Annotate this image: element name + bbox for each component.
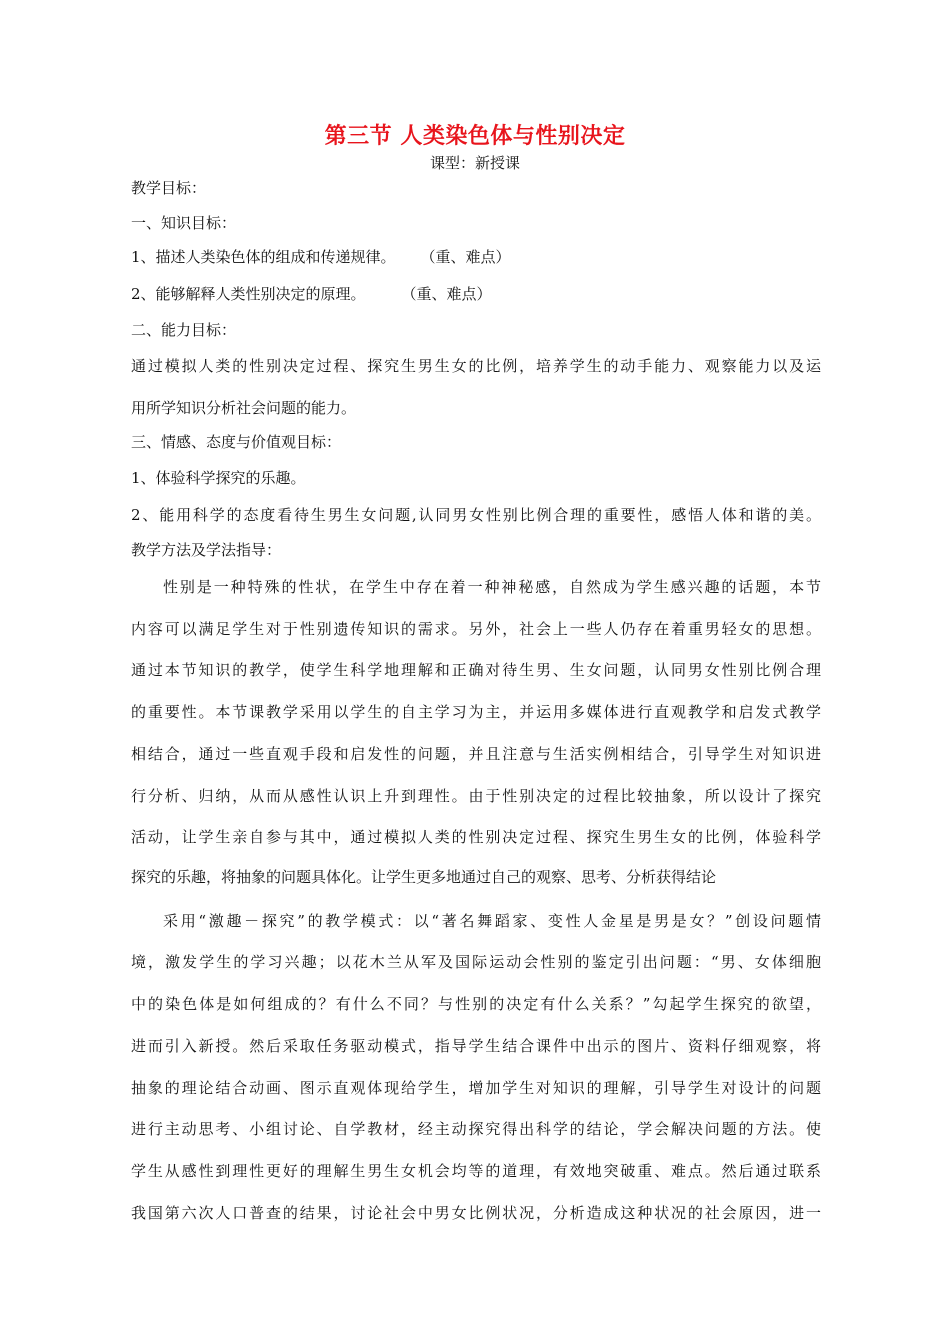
heading-ability-goals: 二、能力目标： [131, 321, 237, 339]
paragraph-line: 行分析、归纳，从而从感性认识上升到理性。由于性别决定的过程比较抽象，所以设计了探究 [131, 787, 821, 805]
paragraph-line: 抽象的理论结合动画、图示直观体现给学生，增加学生对知识的理解，引导学生对设计的问题 [131, 1079, 821, 1097]
paragraph-line: 中的染色体是如何组成的？有什么不同？与性别的决定有什么关系？”勾起学生探究的欲望， [131, 995, 821, 1013]
paragraph-line: 通过本节知识的教学，使学生科学地理解和正确对待生男、生女问题，认同男女性别比例合理 [131, 661, 821, 679]
paragraph-line: 采用“激趣－探究”的教学模式：以“著名舞蹈家、变性人金星是男是女？”创设问题情 [163, 912, 821, 930]
paragraph-line: 通过模拟人类的性别决定过程、探究生男生女的比例，培养学生的动手能力、观察能力以及运 [131, 357, 821, 375]
heading-attitude-goals: 三、情感、态度与价值观目标： [131, 433, 342, 451]
knowledge-goal-2: 2、能够解释人类性别决定的原理。 （重、难点） [131, 285, 492, 303]
attitude-goal-2: 2、能用科学的态度看待生男生女问题,认同男女性别比例合理的重要性，感悟人体和谐的美。 [131, 506, 821, 524]
paragraph-line: 学生从感性到理性更好的理解生男生女机会均等的道理，有效地突破重、难点。然后通过联系 [131, 1162, 821, 1180]
paragraph-line: 境，激发学生的学习兴趣；以花木兰从军及国际运动会性别的鉴定引出问题：“男、女体细胞 [131, 953, 821, 971]
paragraph-line: 内容可以满足学生对于性别遗传知识的需求。另外，社会上一些人仍存在着重男轻女的思想。 [131, 620, 821, 638]
document-title: 第三节 人类染色体与性别决定 [324, 123, 626, 149]
paragraph-line: 探究的乐趣，将抽象的问题具体化。让学生更多地通过自己的观察、思考、分析获得结论 [131, 868, 717, 886]
heading-knowledge-goals: 一、知识目标： [131, 214, 237, 232]
section-heading-methods: 教学方法及学法指导： [131, 541, 282, 559]
lesson-type: 课型：新授课 [429, 154, 520, 172]
key-point-note: （重、难点） [401, 285, 492, 303]
paragraph-line: 的重要性。本节课教学采用以学生的自主学习为主，并运用多媒体进行直观教学和启发式教学 [131, 703, 821, 721]
paragraph-line: 进行主动思考、小组讨论、自学教材，经主动探究得出科学的结论，学会解决问题的方法。使 [131, 1120, 821, 1138]
paragraph-line: 性别是一种特殊的性状，在学生中存在着一种神秘感，自然成为学生感兴趣的话题，本节 [163, 578, 821, 596]
knowledge-goal-1: 1、描述人类染色体的组成和传递规律。 （重、难点） [131, 248, 511, 266]
key-point-note: （重、难点） [420, 248, 511, 266]
section-heading-objectives: 教学目标： [131, 179, 207, 197]
paragraph-line: 用所学知识分析社会问题的能力。 [131, 399, 357, 417]
attitude-goal-1: 1、体验科学探究的乐趣。 [131, 469, 306, 487]
paragraph-line: 活动，让学生亲自参与其中，通过模拟人类的性别决定过程、探究生男生女的比例，体验科学 [131, 828, 821, 846]
paragraph-line: 我国第六次人口普查的结果，讨论社会中男女比例状况，分析造成这种状况的社会原因，进一 [131, 1204, 821, 1222]
paragraph-line: 相结合，通过一些直观手段和启发性的问题，并且注意与生活实例相结合，引导学生对知识进 [131, 745, 821, 763]
paragraph-line: 进而引入新授。然后采取任务驱动模式，指导学生结合课件中出示的图片、资料仔细观察，将 [131, 1037, 821, 1055]
